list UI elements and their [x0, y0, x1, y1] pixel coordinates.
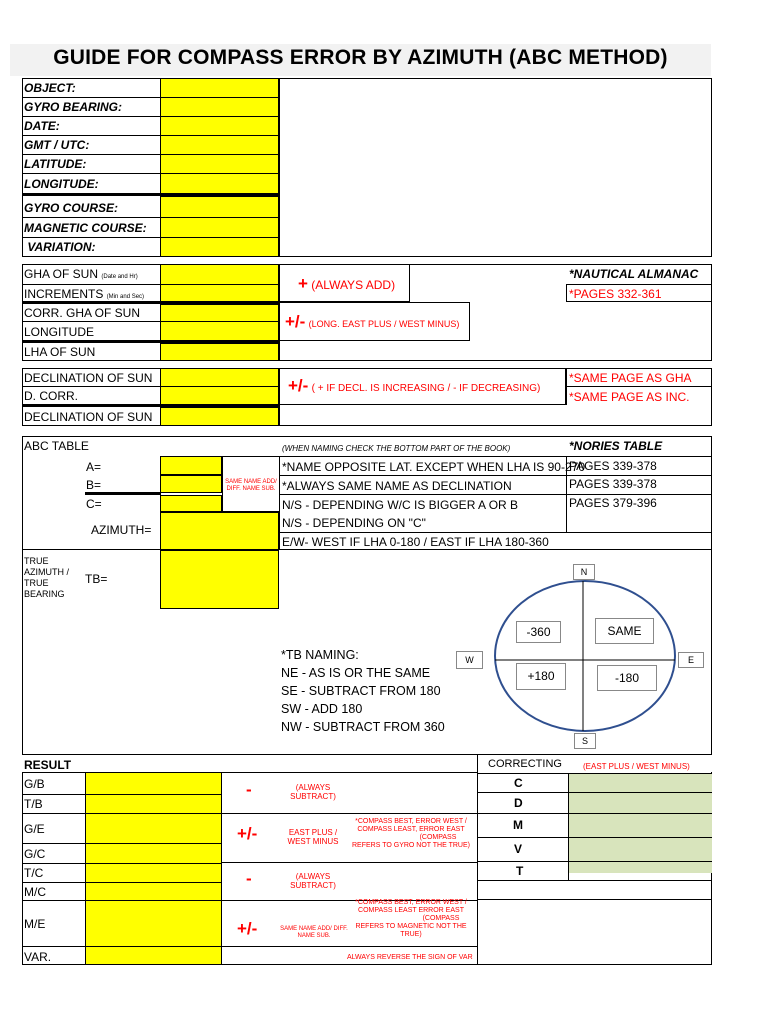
tc-minus-sign: -: [246, 869, 252, 888]
gha-small-note: (Date and Hr): [101, 274, 138, 280]
compass-diagram: [490, 578, 680, 734]
east-plus-line-1: EAST PLUS /: [288, 828, 338, 837]
compass-nw-value: -360: [516, 621, 561, 643]
magnetic-course-label: MAGNETIC COURSE:: [24, 221, 147, 235]
ge-note-line-1: *COMPASS BEST, ERROR WEST /: [355, 818, 467, 825]
object-label: OBJECT:: [24, 81, 76, 95]
latitude-input[interactable]: [160, 154, 279, 174]
a-label: A=: [86, 460, 102, 474]
same-page-inc: *SAME PAGE AS INC.: [569, 390, 690, 404]
var-note: ALWAYS REVERSE THE SIGN OF VAR: [347, 954, 473, 961]
mc-label: M/C: [24, 885, 46, 899]
naming-note: (WHEN NAMING CHECK THE BOTTOM PART OF THE BOOK): [282, 444, 511, 453]
tb-naming-ne: NE - AS IS OR THE SAME: [281, 666, 431, 680]
always-subtract-2a: (ALWAYS: [295, 872, 331, 881]
tb-label: TB=: [85, 572, 108, 586]
corr-gha-label: CORR. GHA OF SUN: [24, 306, 141, 320]
correcting-m: M: [513, 818, 523, 832]
azimuth-input[interactable]: [160, 512, 279, 550]
abc-rule-5: E/W- WEST IF LHA 0-180 / EAST IF LHA 180-360: [282, 535, 549, 549]
c-label: C=: [86, 497, 102, 511]
d-corr-label: D. CORR.: [24, 389, 78, 403]
mc-input[interactable]: [85, 882, 222, 901]
decl-result-label: DECLINATION OF SUN: [24, 410, 153, 424]
gha-longitude-input[interactable]: [160, 321, 279, 341]
var-input[interactable]: [85, 946, 222, 965]
ge-note-line-4: REFERS TO GYRO NOT THE TRUE): [352, 842, 470, 849]
date-input[interactable]: [160, 116, 279, 136]
long-note: (LONG. EAST PLUS / WEST MINUS): [308, 319, 460, 329]
decl-note: ( + IF DECL. IS INCREASING / - IF DECREASING): [311, 383, 541, 394]
gmt-utc-label: GMT / UTC:: [24, 138, 90, 152]
abc-table-title: ABC TABLE: [24, 439, 89, 453]
tb-naming-nw: NW - SUBTRACT FROM 360: [281, 720, 445, 734]
inc-small-note: (Min and Sec): [106, 294, 145, 300]
correcting-v: V: [514, 842, 523, 856]
decl-of-sun-label: DECLINATION OF SUN: [24, 371, 153, 385]
compass-sw-value: +180: [516, 663, 566, 690]
gb-input[interactable]: [85, 772, 222, 795]
true-azimuth-line-4: BEARING: [24, 589, 65, 599]
decl-of-sun-input[interactable]: [160, 368, 279, 387]
compass-ne-value: SAME: [595, 618, 654, 644]
always-subtract-1b: SUBTRACT): [290, 792, 336, 801]
gmt-utc-input[interactable]: [160, 135, 279, 155]
correcting-d: D: [514, 796, 523, 810]
true-azimuth-line-3: TRUE: [24, 578, 49, 588]
true-azimuth-line-2: AZIMUTH /: [24, 567, 69, 577]
variation-input[interactable]: [160, 237, 279, 257]
abc-rule-3: N/S - DEPENDING W/C IS BIGGER A OR B: [282, 498, 519, 512]
increments-input[interactable]: [160, 284, 279, 302]
lha-of-sun-label: LHA OF SUN: [24, 345, 96, 359]
gb-minus-sign: -: [246, 780, 252, 799]
ge-note-line-3: (COMPASS: [419, 834, 457, 841]
me-note-line-4: REFERS TO MAGNETIC NOT THE: [355, 923, 467, 930]
nories-pages-1: PAGES 339-378: [569, 459, 657, 473]
longitude-input[interactable]: [160, 173, 279, 194]
gyro-bearing-label: GYRO BEARING:: [24, 100, 123, 114]
compass-north-label: N: [573, 564, 595, 580]
always-subtract-1a: (ALWAYS: [295, 783, 331, 792]
compass-west-label: W: [456, 651, 483, 669]
increments-label: INCREMENTS: [24, 287, 104, 301]
gyro-course-input[interactable]: [160, 196, 279, 218]
add-sign: +: [298, 274, 308, 293]
me-note-line-1: *COMPASS BEST, ERROR WEST /: [355, 899, 467, 906]
gha-of-sun-label: GHA OF SUN: [24, 267, 99, 281]
almanac-pages: *PAGES 332-361: [569, 287, 662, 301]
abc-rule-1: *NAME OPPOSITE LAT. EXCEPT WHEN LHA IS 90-270: [282, 460, 585, 474]
tb-result-label: T/B: [24, 797, 43, 811]
always-subtract-2b: SUBTRACT): [290, 881, 336, 890]
var-label: VAR.: [24, 950, 52, 964]
gha-longitude-label: LONGITUDE: [24, 325, 95, 339]
true-bearing-input[interactable]: [160, 550, 279, 609]
ge-pm-sign: +/-: [237, 824, 258, 843]
always-add-note: (ALWAYS ADD): [311, 278, 396, 292]
same-page-gha: *SAME PAGE AS GHA: [569, 371, 692, 385]
gyro-course-label: GYRO COURSE:: [24, 201, 119, 215]
true-azimuth-line-1: TRUE: [24, 556, 49, 566]
tb-naming-sw: SW - ADD 180: [281, 702, 363, 716]
tb-naming-se: SE - SUBTRACT FROM 180: [281, 684, 441, 698]
gc-label: G/C: [24, 847, 46, 861]
longitude-label: LONGITUDE:: [24, 177, 99, 191]
compass-east-label: E: [678, 652, 704, 668]
east-plus-line-2: WEST MINUS: [287, 837, 339, 846]
correcting-t: T: [516, 864, 524, 878]
ge-note-line-2: COMPASS LEAST, ERROR EAST: [357, 826, 465, 833]
compass-se-value: -180: [597, 665, 657, 691]
nories-pages-2: PAGES 339-378: [569, 477, 657, 491]
correcting-note: (EAST PLUS / WEST MINUS): [583, 762, 690, 771]
latitude-label: LATITUDE:: [24, 157, 87, 171]
tc-input[interactable]: [85, 863, 222, 883]
tb-input[interactable]: [85, 794, 222, 814]
me-same-name-2: NAME SUB.: [297, 933, 331, 939]
ge-input[interactable]: [85, 813, 222, 844]
correcting-values[interactable]: [568, 774, 712, 873]
object-input[interactable]: [160, 78, 279, 98]
variation-label: VARIATION:: [24, 240, 96, 254]
ge-label: G/E: [24, 822, 45, 836]
me-pm-sign: +/-: [237, 919, 258, 938]
me-note-line-5: TRUE): [400, 931, 422, 938]
a-input[interactable]: [160, 456, 222, 475]
gyro-bearing-input[interactable]: [160, 97, 279, 117]
correcting-c: C: [514, 776, 523, 790]
tb-naming-title: *TB NAMING:: [281, 648, 359, 662]
me-note-line-3: (COMPASS: [422, 915, 460, 922]
gha-of-sun-input[interactable]: [160, 264, 279, 285]
date-label: DATE:: [24, 119, 60, 133]
b-label: B=: [86, 478, 102, 492]
lha-of-sun-input[interactable]: [160, 343, 279, 361]
me-input[interactable]: [85, 900, 222, 947]
b-input[interactable]: [160, 475, 222, 493]
tc-label: T/C: [24, 866, 44, 880]
magnetic-course-input[interactable]: [160, 217, 279, 238]
gc-input[interactable]: [85, 843, 222, 864]
long-sign: +/-: [285, 312, 306, 331]
c-input[interactable]: [160, 495, 222, 512]
nories-pages-3: PAGES 379-396: [569, 496, 657, 510]
page-title: GUIDE FOR COMPASS ERROR BY AZIMUTH (ABC METHOD): [53, 46, 668, 69]
corr-gha-input[interactable]: [160, 304, 279, 322]
azimuth-label: AZIMUTH=: [91, 523, 152, 537]
me-note-line-2: COMPASS LEAST ERROR EAST: [358, 907, 464, 914]
compass-south-label: S: [574, 733, 596, 749]
d-corr-input[interactable]: [160, 386, 279, 405]
abc-rule-2: *ALWAYS SAME NAME AS DECLINATION: [282, 479, 512, 493]
result-title: RESULT: [24, 758, 72, 772]
me-same-name-1: SAME NAME ADD/ DIFF.: [280, 926, 348, 932]
nautical-almanac-label: *NAUTICAL ALMANAC: [569, 267, 699, 281]
correcting-label: CORRECTING: [488, 758, 562, 770]
same-name-note: SAME NAME ADD/ DIFF. NAME SUB.: [225, 479, 277, 492]
gb-label: G/B: [24, 777, 45, 791]
decl-sign: +/-: [288, 376, 309, 395]
decl-result-input[interactable]: [160, 407, 279, 426]
me-label: M/E: [24, 917, 46, 931]
nories-table-label: *NORIES TABLE: [569, 439, 663, 453]
abc-rule-4: N/S - DEPENDING ON "C": [282, 516, 426, 530]
